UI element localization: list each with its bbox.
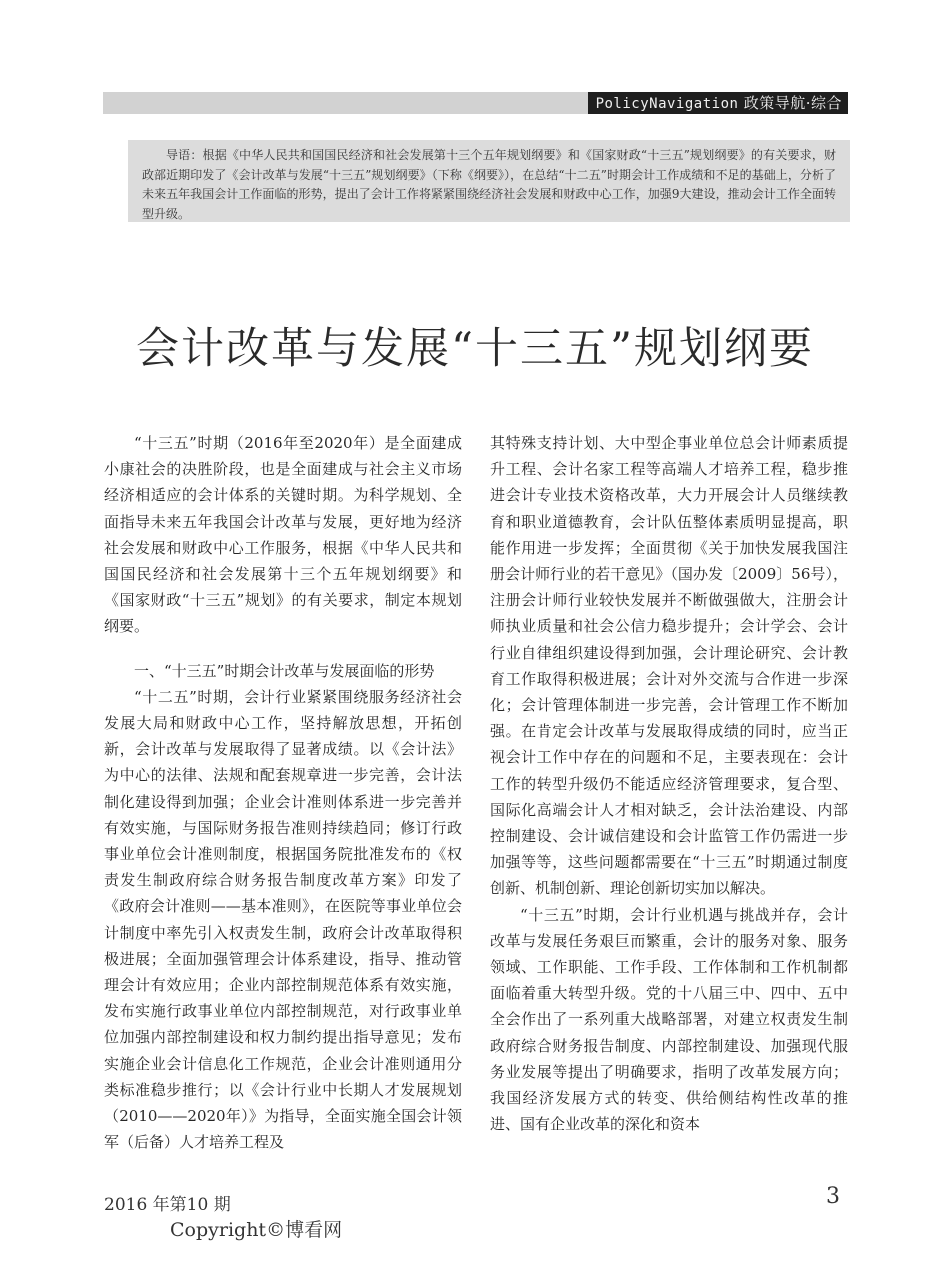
body-paragraph: 其特殊支持计划、大中型企事业单位总会计师素质提升工程、会计名家工程等高端人才培养工程，稳步推进会计专业技术资格改革，大力开展会计人员继续教育和职业道德教育，会计队伍整体素质明显提高，职能作用进一步发挥；全面贯彻《关于加快发展我国注册会计师行业的若干意见》（国办发〔2009〕56号），注册会计师行业较快发展并不断做强做大，注册会计师执业质量和社会公信力稳步提升；会计学会、会计行业自律组织建设得到加强，会计理论研究、会计教育工作取得积极进展；会计对外交流与合作进一步深化；会计管理体制进一步完善，会计管理工作不断加强。在肯定会计改革与发展取得成绩的同时，应当正视会计工作中存在的问题和不足，主要表现在：会计工作的转型升级仍不能适应经济管理要求，复合型、国际化高端会计人才相对缺乏，会计法治建设、内部控制建设、会计诚信建设和会计监管工作仍需进一步加强等等，这些问题都需要在“十三五”时期通过制度创新、机制创新、理论创新切实加以解决。 — [490, 434, 848, 898]
article-title: 会计改革与发展“十三五”规划纲要 — [136, 323, 814, 374]
section-header-bar — [103, 92, 848, 114]
section-label-cn: 政策导航·综合 — [743, 94, 842, 112]
section-label-en: PolicyNavigation — [595, 96, 739, 112]
abstract-box — [128, 140, 850, 222]
abstract-text: 导语：根据《中华人民共和国国民经济和社会发展第十三个五年规划纲要》和《国家财政“十三五”规划纲要》的有关要求，财政部近期印发了《会计改革与发展“十三五”规划纲要》（下称《纲要》），在总结“十二五”时期会计工作成绩和不足的基础上，分析了未来五年我国会计工作面临的形势，提出了会计工作将紧紧围绕经济社会发展和财政中心工作，加强9大建设，推动会计工作全面转型升级。 — [142, 148, 836, 221]
body-column-right — [490, 430, 848, 1178]
body-paragraph: “十二五”时期，会计行业紧紧围绕服务经济社会发展大局和财政中心工作，坚持解放思想，开拓创新，会计改革与发展取得了显著成绩。以《会计法》为中心的法律、法规和配套规章进一步完善，会计法制化建设得到加强；企业会计准则体系进一步完善并有效实施，与国际财务报告准则持续趋同；修订行政事业单位会计准则制度，根据国务院批准发布的《权责发生制政府综合财务报告制度改革方案》印发了《政府会计准则——基本准则》，在医院等事业单位会计制度中率先引入权责发生制，政府会计改革取得积极进展；全面加强管理会计体系建设，指导、推动管理会计有效应用；企业内部控制规范体系有效实施，发布实施行政事业单位内部控制规范，对行政事业单位加强内部控制建设和权力制约提出指导意见；发布实施企业会计信息化工作规范，企业会计准则通用分类标准稳步推行；以《会计行业中长期人才发展规划（2010——2020年）》为指导，全面实施全国会计领军（后备）人才培养工程及 — [104, 687, 462, 1152]
section-label — [588, 92, 848, 114]
body-column-left — [104, 430, 462, 1178]
body-paragraph: “十三五”时期，会计行业机遇与挑战并存，会计改革与发展任务艰巨而繁重，会计的服务对象、服务领域、工作职能、工作手段、工作体制和工作机制都面临着重大转型升级。党的十八届三中、四中、五中全会作出了一系列重大战略部署，对建立权责发生制政府综合财务报告制度、内部控制建设、加强现代服务业发展等提出了明确要求，指明了改革发展方向；我国经济发展方式的转变、供给侧结构性改革的推进、国有企业改革的深化和资本 — [490, 905, 848, 1134]
issue-label: 2016 年第10 期 — [104, 1195, 231, 1215]
page-number: 3 — [826, 1184, 840, 1209]
section-heading: 一、“十三五”时期会计改革与发展面临的形势 — [134, 661, 435, 680]
copyright-notice: Copyright©博看网 — [170, 1219, 343, 1241]
body-paragraph: “十三五”时期（2016年至2020年）是全面建成小康社会的决胜阶段，也是全面建成与社会主义市场经济相适应的会计体系的关键时期。为科学规划、全面指导未来五年我国会计改革与发展，更好地为经济社会发展和财政中心工作服务，根据《中华人民共和国国民经济和社会发展第十三个五年规划纲要》和《国家财政“十三五”规划》的有关要求，制定本规划纲要。 — [104, 434, 462, 636]
